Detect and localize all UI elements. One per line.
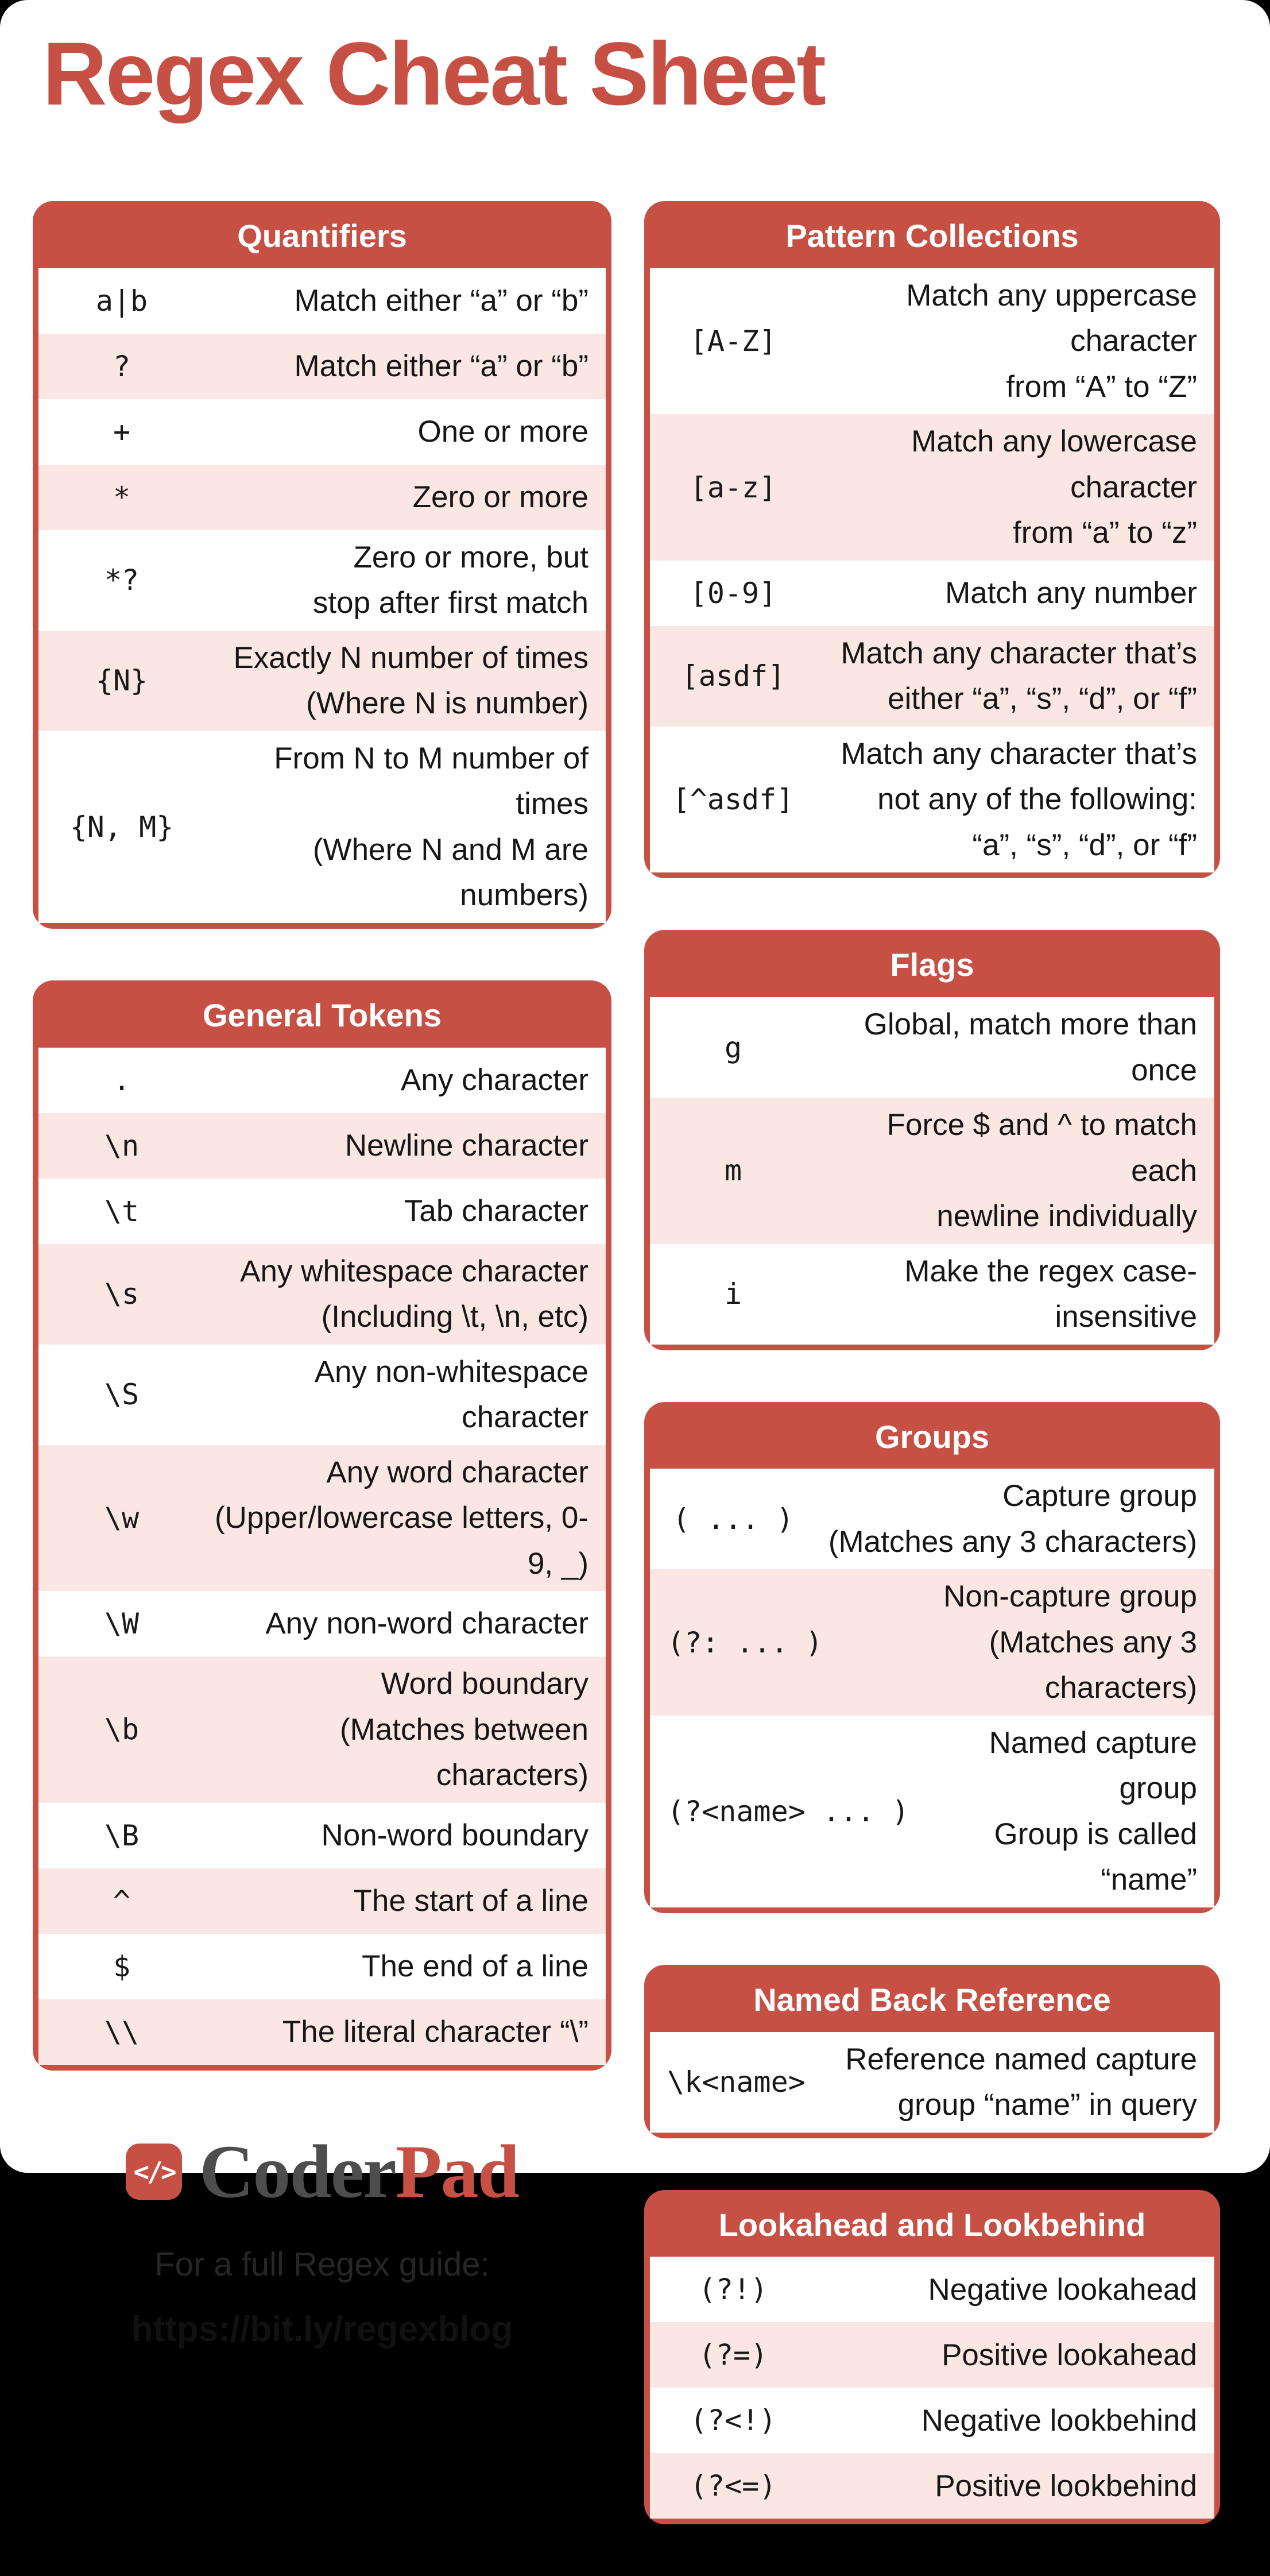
description-line: “a”, “s”, “d”, or “f”	[972, 828, 1197, 862]
description-cell	[205, 1349, 588, 1440]
named-back-reference-table	[644, 1965, 1220, 2138]
description-cell	[205, 736, 588, 918]
description-line: either “a”, “s”, “d”, or “f”	[888, 682, 1197, 716]
description-line: Match any lowercase character	[911, 424, 1197, 504]
description-line: Capture group	[1002, 1479, 1197, 1513]
description-cell	[205, 1661, 588, 1798]
table-row	[38, 334, 606, 399]
description-cell	[205, 1450, 588, 1587]
page-title: Regex Cheat Sheet	[42, 24, 825, 124]
table-title: Groups	[650, 1408, 1214, 1469]
description-cell	[816, 1473, 1197, 1565]
right-column	[644, 201, 1220, 2576]
table-row	[38, 1048, 606, 1113]
table-body	[650, 268, 1214, 873]
description-line: Global, match more than once	[864, 1007, 1197, 1087]
description-line: Positive lookbehind	[935, 2469, 1197, 2503]
table-title: Flags	[650, 936, 1214, 997]
code-cell: (?=)	[698, 2338, 768, 2372]
code-cell: (?: ... )	[667, 1625, 823, 1659]
table-row	[38, 631, 606, 731]
description-cell	[816, 631, 1197, 722]
code-cell: *	[113, 480, 131, 514]
code-cell: .	[113, 1063, 131, 1097]
code-cell: \\	[104, 2015, 140, 2049]
description-cell	[816, 2463, 1197, 2509]
description-line: stop after first match	[312, 586, 588, 620]
pattern-collections-table	[644, 201, 1220, 878]
description-line: (Matches between characters)	[339, 1712, 588, 1793]
description-cell	[205, 409, 588, 455]
description-line: (Matches any 3 characters)	[989, 1625, 1197, 1705]
description-cell	[926, 1720, 1197, 1903]
description-cell	[205, 1944, 588, 1990]
table-row	[38, 1179, 606, 1244]
code-cell: \w	[104, 1501, 140, 1535]
description-cell	[816, 2267, 1197, 2313]
description-line: (Including \t, \n, etc)	[321, 1300, 588, 1334]
table-body	[38, 1048, 606, 2065]
table-row	[38, 268, 606, 334]
table-body	[650, 1469, 1214, 1907]
description-line: Any non-whitespace character	[314, 1354, 588, 1435]
code-cell: m	[724, 1154, 742, 1188]
code-cell: \b	[104, 1713, 140, 1747]
description-cell	[205, 474, 588, 520]
description-line: (Upper/lowercase letters, 0-9, _)	[215, 1501, 588, 1581]
description-cell	[816, 273, 1197, 410]
description-cell	[816, 570, 1197, 616]
code-cell: \s	[104, 1277, 140, 1311]
table-row	[650, 561, 1214, 626]
table-row	[650, 2032, 1214, 2133]
table-row	[650, 997, 1214, 1098]
table-body	[650, 2032, 1214, 2133]
code-cell: [0-9]	[690, 576, 777, 610]
code-cell: \S	[104, 1378, 140, 1412]
description-line: Zero or more	[412, 480, 588, 515]
description-line: Positive lookahead	[942, 2338, 1197, 2372]
code-cell: [asdf]	[681, 659, 785, 693]
table-row	[650, 2322, 1214, 2388]
code-cell: [A-Z]	[690, 325, 777, 358]
description-cell	[816, 2332, 1197, 2378]
code-cell: \B	[104, 1818, 140, 1852]
groups-table	[644, 1402, 1220, 1913]
code-cell: *?	[104, 563, 140, 597]
table-row	[650, 626, 1214, 727]
table-row	[38, 1244, 606, 1345]
description-line: The literal character “\”	[282, 2014, 588, 2049]
description-line: group “name” in query	[897, 2088, 1197, 2122]
code-cell: +	[113, 415, 131, 449]
table-body	[650, 2257, 1214, 2519]
code-cell: \k<name>	[667, 2065, 806, 2099]
description-cell	[205, 1123, 588, 1169]
description-line: Negative lookahead	[928, 2272, 1197, 2307]
table-body	[650, 997, 1214, 1345]
code-cell: \n	[104, 1129, 140, 1163]
table-row	[38, 1345, 606, 1445]
description-line: Word boundary	[381, 1667, 588, 1701]
table-row	[38, 1934, 606, 1999]
code-cell: (?!)	[698, 2273, 768, 2307]
description-line: Match any character that’s	[841, 736, 1197, 771]
description-line: Exactly N number of times	[233, 640, 588, 675]
description-cell	[205, 1878, 588, 1924]
table-row	[650, 414, 1214, 561]
description-cell	[205, 1188, 588, 1234]
general-tokens-table	[33, 980, 611, 2071]
table-row	[38, 1113, 606, 1179]
table-row	[38, 1868, 606, 1934]
table-row	[650, 1469, 1214, 1569]
description-cell	[816, 731, 1197, 868]
description-line: from “A” to “Z”	[1006, 369, 1197, 404]
description-cell	[205, 535, 588, 626]
description-cell	[205, 2009, 588, 2055]
code-cell: a|b	[95, 284, 148, 318]
code-cell: {N}	[95, 664, 148, 698]
table-row	[650, 1098, 1214, 1244]
table-row	[650, 2257, 1214, 2322]
code-cell: \t	[104, 1194, 140, 1228]
code-cell: i	[724, 1277, 742, 1311]
code-cell: $	[113, 1949, 131, 1983]
table-row	[38, 731, 606, 923]
description-line: (Where N and M are numbers)	[312, 832, 588, 913]
description-line: Match any uppercase character	[906, 278, 1197, 358]
table-row	[38, 399, 606, 465]
code-cell: (?<name> ... )	[667, 1794, 909, 1828]
guide-label: For a full Regex guide:	[154, 2245, 490, 2283]
description-cell	[205, 1249, 588, 1340]
description-line: Make the regex case-insensitive	[904, 1254, 1197, 1334]
description-line: Named capture group	[989, 1725, 1197, 1806]
coderpad-logo-text	[199, 2129, 518, 2214]
table-row	[650, 2453, 1214, 2519]
description-cell	[205, 1601, 588, 1647]
table-row	[650, 2388, 1214, 2453]
description-line: Any character	[401, 1063, 588, 1097]
code-brackets-icon: </>	[126, 2144, 182, 2200]
description-cell	[205, 278, 588, 324]
logo-text-pad: Pad	[395, 2129, 518, 2214]
code-cell: [^asdf]	[672, 783, 794, 817]
code-cell: ?	[113, 349, 131, 383]
flags-table	[644, 930, 1220, 1350]
quantifiers-table	[33, 201, 611, 929]
coderpad-logo	[126, 2129, 518, 2214]
table-row	[650, 1244, 1214, 1345]
table-row	[650, 1569, 1214, 1716]
description-line: (Matches any 3 characters)	[828, 1524, 1197, 1559]
description-line: Newline character	[344, 1128, 588, 1163]
guide-url: https://bit.ly/regexblog	[131, 2309, 513, 2349]
table-row	[650, 1716, 1214, 1907]
table-title: Named Back Reference	[650, 1971, 1214, 2032]
description-cell	[816, 1002, 1197, 1093]
table-row	[38, 1803, 606, 1868]
table-body	[38, 268, 606, 923]
description-line: From N to M number of times	[274, 741, 588, 821]
footer	[33, 2129, 611, 2350]
description-line: Reference named capture	[845, 2042, 1197, 2076]
code-cell: [a-z]	[690, 470, 777, 504]
description-line: Match either “a” or “b”	[294, 349, 588, 384]
lookahead-lookbehind-table	[644, 2190, 1220, 2525]
description-cell	[205, 1057, 588, 1103]
description-line: (Where N is number)	[306, 686, 588, 721]
table-row	[38, 1656, 606, 1803]
description-line: Tab character	[404, 1194, 588, 1228]
description-line: Group is called “name”	[994, 1817, 1197, 1897]
description-line: Non-capture group	[943, 1579, 1197, 1614]
description-line: Negative lookbehind	[921, 2403, 1197, 2438]
description-line: Non-word boundary	[321, 1818, 588, 1852]
logo-text-coder: Coder	[199, 2129, 396, 2214]
description-cell	[816, 1249, 1197, 1340]
table-row	[38, 1999, 606, 2065]
table-row	[650, 727, 1214, 873]
description-line: Any word character	[326, 1455, 588, 1489]
description-line: Match any character that’s	[841, 636, 1197, 670]
code-cell: (?<=)	[690, 2469, 777, 2503]
description-cell	[823, 2037, 1197, 2128]
description-line: Zero or more, but	[353, 540, 588, 574]
description-cell	[816, 1102, 1197, 1239]
table-row	[38, 530, 606, 631]
code-cell: (?<!)	[690, 2404, 777, 2438]
description-cell	[840, 1574, 1197, 1711]
description-cell	[205, 343, 588, 389]
description-line: Any whitespace character	[240, 1254, 588, 1288]
description-line: One or more	[417, 415, 588, 449]
description-cell	[205, 1813, 588, 1859]
description-line: Match any number	[945, 576, 1197, 611]
description-line: Force $ and ^ to match each	[886, 1108, 1197, 1188]
table-row	[38, 465, 606, 530]
table-title: Lookahead and Lookbehind	[650, 2196, 1214, 2257]
description-line: Match either “a” or “b”	[294, 284, 588, 318]
code-cell: ^	[113, 1884, 131, 1918]
code-cell: \W	[104, 1607, 140, 1641]
description-cell	[816, 419, 1197, 556]
description-line: not any of the following:	[877, 782, 1197, 817]
table-row	[38, 1591, 606, 1656]
code-cell: g	[724, 1030, 742, 1064]
description-line: The end of a line	[362, 1949, 588, 1983]
table-title: General Tokens	[38, 986, 606, 1048]
description-line: Any non-word character	[265, 1606, 588, 1641]
table-title: Pattern Collections	[650, 207, 1214, 268]
table-row	[38, 1445, 606, 1592]
description-cell	[205, 635, 588, 727]
table-title: Quantifiers	[38, 207, 606, 268]
left-column	[33, 201, 611, 2350]
table-row	[650, 268, 1214, 415]
description-line: newline individually	[936, 1199, 1197, 1234]
description-line: The start of a line	[353, 1883, 588, 1918]
description-cell	[816, 2398, 1197, 2444]
code-cell: {N, M}	[69, 810, 174, 844]
description-line: from “a” to “z”	[1013, 516, 1197, 550]
code-cell: ( ... )	[672, 1502, 794, 1536]
